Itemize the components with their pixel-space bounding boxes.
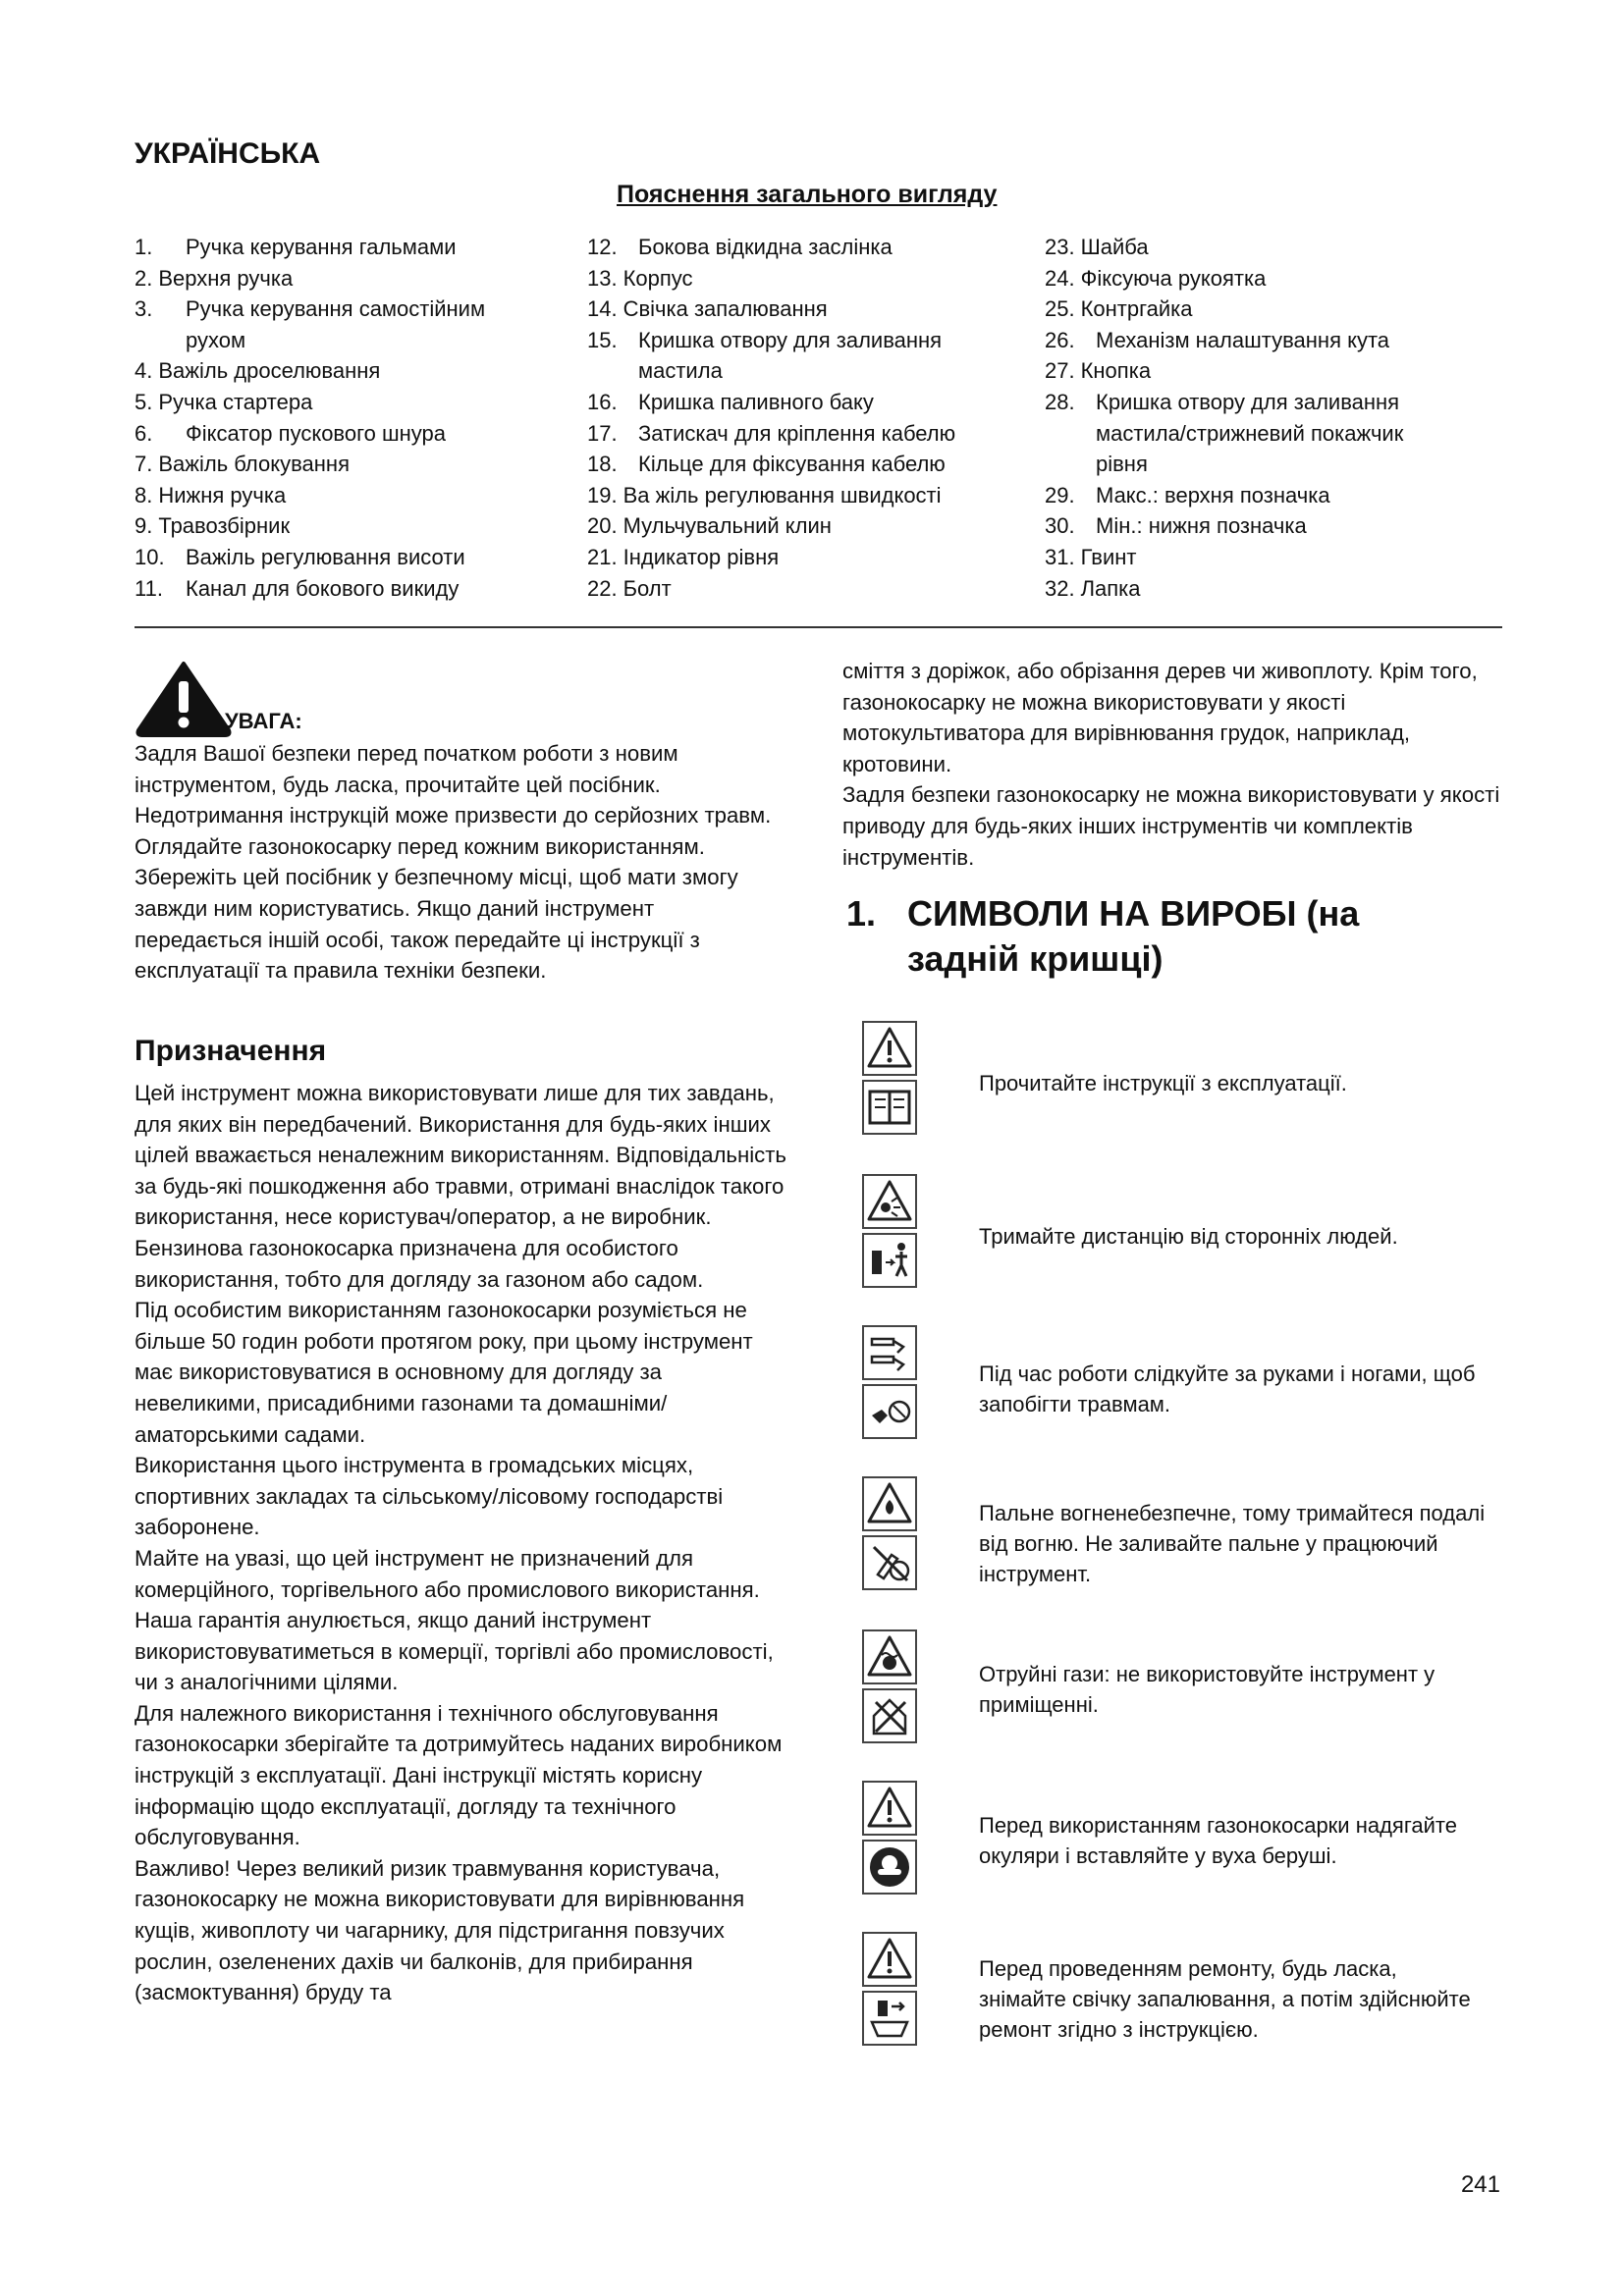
legend-item-number: 14. bbox=[587, 296, 618, 322]
language-heading: УКРАЇНСЬКА bbox=[135, 137, 321, 170]
legend-item-number: 11. bbox=[135, 575, 163, 601]
legend-item-label: Затискач для кріплення кабелю bbox=[638, 420, 956, 446]
eye-ear-protection-icon bbox=[862, 1840, 917, 1895]
symbol-icons bbox=[862, 1932, 917, 2050]
toxic-fumes-icon bbox=[862, 1629, 917, 1684]
symbol-icons bbox=[862, 1174, 917, 1292]
legend-item-number: 29. bbox=[1045, 482, 1075, 507]
legend-item bbox=[1045, 232, 1496, 263]
legend-item-number: 32. bbox=[1045, 575, 1075, 601]
legend-item-label: Лапка bbox=[1080, 575, 1141, 601]
legend-item-number: 7. bbox=[135, 452, 153, 477]
symbol-description: Перед використанням газонокосарки надягайте окуляри і вставляйте у вуха беруші. bbox=[979, 1813, 1457, 1868]
legend-item bbox=[587, 325, 1029, 356]
legend-item-number: 9. bbox=[135, 513, 153, 539]
legend-item bbox=[135, 542, 567, 573]
legend-item-number: 22. bbox=[587, 575, 618, 601]
legend-item-number: 25. bbox=[1045, 296, 1075, 322]
legend-item-number: 6. bbox=[135, 420, 153, 446]
legend-item bbox=[135, 510, 567, 542]
legend-column-3 bbox=[1045, 232, 1496, 604]
legend-item-label: Кришка отвору для заливання bbox=[1096, 389, 1400, 414]
legend-item-label: Гвинт bbox=[1080, 544, 1137, 569]
legend-item bbox=[135, 387, 567, 418]
legend-item-number: 27. bbox=[1045, 358, 1075, 384]
legend-item bbox=[587, 294, 1029, 325]
legend-item-number: 20. bbox=[587, 513, 618, 539]
legend-item-label: Механізм налаштування кута bbox=[1096, 327, 1390, 352]
legend-item-label: Корпус bbox=[623, 265, 693, 291]
legend-item bbox=[135, 573, 567, 605]
purpose-paragraph: Використання цього інструмента в громадських місцях, спортивних закладах та сільському/лісовому господарстві заборонене. bbox=[135, 1453, 724, 1540]
legend-item-continuation: мастила bbox=[638, 358, 723, 384]
legend-item-number: 10. bbox=[135, 544, 165, 569]
legend-item bbox=[1045, 325, 1496, 356]
purpose-paragraph: Для належного використання і технічного обслуговування газонокосарки зберігайте та дотримуйтесь наданих виробником інструкцій з експлуатації. Дані інструкції містять корисну інформацію щодо експлуатації, догляду та технічного обслуговування. bbox=[135, 1700, 783, 1850]
legend-item-label: Канал для бокового викиду bbox=[186, 575, 460, 601]
legend-item-label: Важіль дроселювання bbox=[158, 358, 381, 384]
section-number: 1. bbox=[846, 893, 877, 934]
no-indoor-use-icon bbox=[862, 1688, 917, 1743]
legend-item bbox=[1045, 542, 1496, 573]
symbol-description: Прочитайте інструкції з експлуатації. bbox=[979, 1071, 1347, 1095]
warning-icon bbox=[862, 1932, 917, 1987]
legend-item-number: 24. bbox=[1045, 265, 1075, 291]
flammable-icon bbox=[862, 1476, 917, 1531]
legend-item-label: Верхня ручка bbox=[158, 265, 294, 291]
legend-item bbox=[135, 232, 567, 263]
legend-item-number: 15. bbox=[587, 327, 618, 352]
legend-item-continuation: рухом bbox=[186, 327, 246, 352]
legend-item bbox=[587, 573, 1029, 605]
legend-item-label: Травозбірник bbox=[158, 513, 291, 539]
divider bbox=[135, 626, 1502, 628]
legend-item-number: 23. bbox=[1045, 235, 1075, 259]
legend-item-number: 8. bbox=[135, 482, 153, 507]
purpose-paragraph: Під особистим використанням газонокосарки розуміється не більше 50 годин роботи протягом року, при цьому інструмент має використовуватися в основному для догляду за невеликими, присадибними газонами та домашніми/аматорськими садами. bbox=[135, 1298, 753, 1447]
thrown-objects-icon bbox=[862, 1174, 917, 1229]
symbol-icons bbox=[862, 1325, 917, 1443]
legend-item-label: Мін.: нижня позначка bbox=[1096, 513, 1307, 539]
symbol-icons bbox=[862, 1476, 917, 1594]
legend-item bbox=[135, 480, 567, 511]
warning-icon bbox=[862, 1021, 917, 1076]
legend-item-label: Кришка паливного баку bbox=[638, 389, 874, 414]
legend-item-number: 17. bbox=[587, 420, 618, 446]
legend-item-number: 5. bbox=[135, 389, 153, 414]
keep-distance-icon bbox=[862, 1233, 917, 1288]
legend-item-number: 26. bbox=[1045, 327, 1075, 352]
no-refuel-running-icon bbox=[862, 1535, 917, 1590]
purpose-paragraph: Важливо! Через великий ризик травмування користувача, газонокосарку не можна використовувати для вирівнювання кущів, живоплоту чи чагарнику, для підстригання повзучих рослин, озеленених дахів чи балконів, для прибирання (засмоктування) бруду та bbox=[135, 1855, 745, 2005]
legend-item bbox=[135, 449, 567, 480]
legend-item-number: 13. bbox=[587, 265, 618, 291]
legend-item-number: 2. bbox=[135, 265, 153, 291]
legend-item-number: 1. bbox=[135, 235, 153, 259]
legend-item bbox=[1045, 510, 1496, 542]
purpose-paragraph: Бензинова газонокосарка призначена для особистого використання, тобто для догляду за газоном або садом. bbox=[135, 1235, 704, 1292]
legend-item-label: Болт bbox=[623, 575, 672, 601]
legend-title: Пояснення загального вигляду bbox=[617, 181, 998, 208]
symbol-description: Під час роботи слідкуйте за руками і ногами, щоб запобігти травмам. bbox=[979, 1362, 1476, 1416]
legend-item-label: Шайба bbox=[1080, 235, 1149, 259]
warning-block bbox=[135, 660, 783, 987]
legend-item bbox=[1045, 294, 1496, 325]
legend-item-label: Кільце для фіксування кабелю bbox=[638, 452, 946, 477]
symbol-icons bbox=[862, 1021, 917, 1139]
legend-item bbox=[135, 294, 567, 325]
legend-item bbox=[135, 263, 567, 294]
legend-item bbox=[587, 232, 1029, 263]
legend-item-number: 19. bbox=[587, 482, 618, 507]
warning-icon bbox=[862, 1781, 917, 1836]
warning-text: Задля Вашої безпеки перед початком роботи з новим інструментом, будь ласка, прочитайте цей посібник. Недотримання інструкцій може призвести до серйозних травм. Оглядайте газонокосарку перед кожним використанням. Збережіть цей посібник у безпечному місці, щоб мати змогу завжди ним користуватись. Якщо даний інструмент передається іншій особі, також передайте ці інструкції з експлуатації та правила техніки безпеки. bbox=[135, 741, 772, 984]
symbol-icons bbox=[862, 1629, 917, 1747]
legend-item bbox=[1045, 573, 1496, 605]
legend-item-number: 21. bbox=[587, 544, 618, 569]
legend-item-label: Ручка стартера bbox=[158, 389, 313, 414]
right-paragraph: Задля безпеки газонокосарку не можна використовувати у якості приводу для будь-яких інших інструментів чи комплектів інструментів. bbox=[842, 782, 1500, 870]
legend-item-label: Фіксуюча рукоятка bbox=[1080, 265, 1267, 291]
legend-item bbox=[587, 387, 1029, 418]
legend-item-label: Мульчувальний клин bbox=[623, 513, 832, 539]
legend-item-label: Індикатор рівня bbox=[623, 544, 780, 569]
right-column-text bbox=[842, 656, 1510, 873]
legend-item-label: Контргайка bbox=[1080, 296, 1193, 322]
section-title-line-1: СИМВОЛИ НА ВИРОБІ (на bbox=[907, 893, 1360, 934]
legend-item bbox=[587, 542, 1029, 573]
section-title-line-2: задній кришці) bbox=[907, 938, 1164, 979]
purpose-text bbox=[135, 1078, 792, 2008]
legend-item-number: 12. bbox=[587, 235, 618, 259]
warning-label: УВАГА: bbox=[225, 709, 302, 733]
legend-item-number: 4. bbox=[135, 358, 153, 384]
legend-item-number: 31. bbox=[1045, 544, 1075, 569]
legend-item-number: 3. bbox=[135, 296, 153, 322]
legend-item-label: Ва жіль регулювання швидкості bbox=[623, 482, 942, 507]
symbol-description: Перед проведенням ремонту, будь ласка, знімайте свічку запалювання, а потім здійснюйте ремонт згідно з інструкцією. bbox=[979, 1956, 1471, 2042]
legend-item-label: Фіксатор пускового шнура bbox=[186, 420, 447, 446]
legend-item-label: Важіль блокування bbox=[158, 452, 350, 477]
page-number: 241 bbox=[1460, 2171, 1500, 2198]
symbol-description: Пальне вогненебезпечне, тому тримайтеся подалі від вогню. Не заливайте пальне у працюючий інструмент. bbox=[979, 1501, 1486, 1586]
purpose-paragraph: Майте на увазі, що цей інструмент не призначений для комерційного, торгівельного або промислового використання. Наша гарантія анулюється, якщо даний інструмент використовуватиметься в комерції, торгівлі або промисловості, чи з аналогічними цілями. bbox=[135, 1545, 774, 1695]
legend-item-number: 30. bbox=[1045, 513, 1075, 539]
legend-item-label: Макс.: верхня позначка bbox=[1096, 482, 1330, 507]
legend-item-label: Кришка отвору для заливання bbox=[638, 327, 943, 352]
legend-item-label: Ручка керування самостійним bbox=[186, 296, 486, 322]
legend-item-label: Свічка запалювання bbox=[623, 296, 828, 322]
hand-blade-icon bbox=[862, 1325, 917, 1380]
legend-item-label: Бокова відкидна заслінка bbox=[638, 235, 893, 259]
legend-item bbox=[587, 510, 1029, 542]
legend-item bbox=[1045, 263, 1496, 294]
right-paragraph: сміття з доріжок, або обрізання дерев чи живоплоту. Крім того, газонокосарку не можна використовувати у якості мотокультиватора для вирівнювання грудок, наприклад, кротовини. bbox=[842, 659, 1478, 776]
legend-item bbox=[587, 418, 1029, 450]
legend-item-label: Кнопка bbox=[1080, 358, 1152, 384]
warning-triangle-icon bbox=[135, 660, 233, 738]
legend-item-label: Нижня ручка bbox=[158, 482, 287, 507]
remove-spark-plug-icon bbox=[862, 1991, 917, 2046]
symbol-icons bbox=[862, 1781, 917, 1898]
legend-item bbox=[587, 263, 1029, 294]
legend-column-1 bbox=[135, 232, 567, 604]
purpose-paragraph: Цей інструмент можна використовувати лише для тих завдань, для яких він передбачений. Використання для будь-яких інших цілей вважається неналежним використанням. Відповідальність за будь-які пошкодження або травми, отримані внаслідок такого використання, несе користувач/оператор, а не виробник. bbox=[135, 1081, 786, 1230]
purpose-heading: Призначення bbox=[135, 1035, 327, 1067]
legend-item bbox=[1045, 480, 1496, 511]
legend-item-label: Важіль регулювання висоти bbox=[186, 544, 465, 569]
manual-book-icon bbox=[862, 1080, 917, 1135]
legend-item bbox=[1045, 355, 1496, 387]
legend-item-label: Ручка керування гальмами bbox=[186, 235, 457, 259]
legend-item-number: 18. bbox=[587, 452, 618, 477]
legend-item bbox=[135, 355, 567, 387]
foot-blade-icon bbox=[862, 1384, 917, 1439]
legend-item-number: 28. bbox=[1045, 389, 1075, 414]
symbol-description: Тримайте дистанцію від сторонніх людей. bbox=[979, 1224, 1398, 1249]
symbol-description: Отруйні гази: не використовуйте інструмент у приміщенні. bbox=[979, 1662, 1435, 1717]
legend-item bbox=[587, 449, 1029, 480]
legend-column-2 bbox=[587, 232, 1029, 604]
legend-item bbox=[1045, 387, 1496, 418]
section-1-heading bbox=[846, 891, 1514, 982]
legend-item-continuation: рівня bbox=[1096, 452, 1148, 477]
legend-item-continuation: мастила/стрижневий покажчик bbox=[1096, 420, 1404, 446]
legend-item bbox=[587, 480, 1029, 511]
legend-item bbox=[135, 418, 567, 450]
legend-item-number: 16. bbox=[587, 389, 618, 414]
